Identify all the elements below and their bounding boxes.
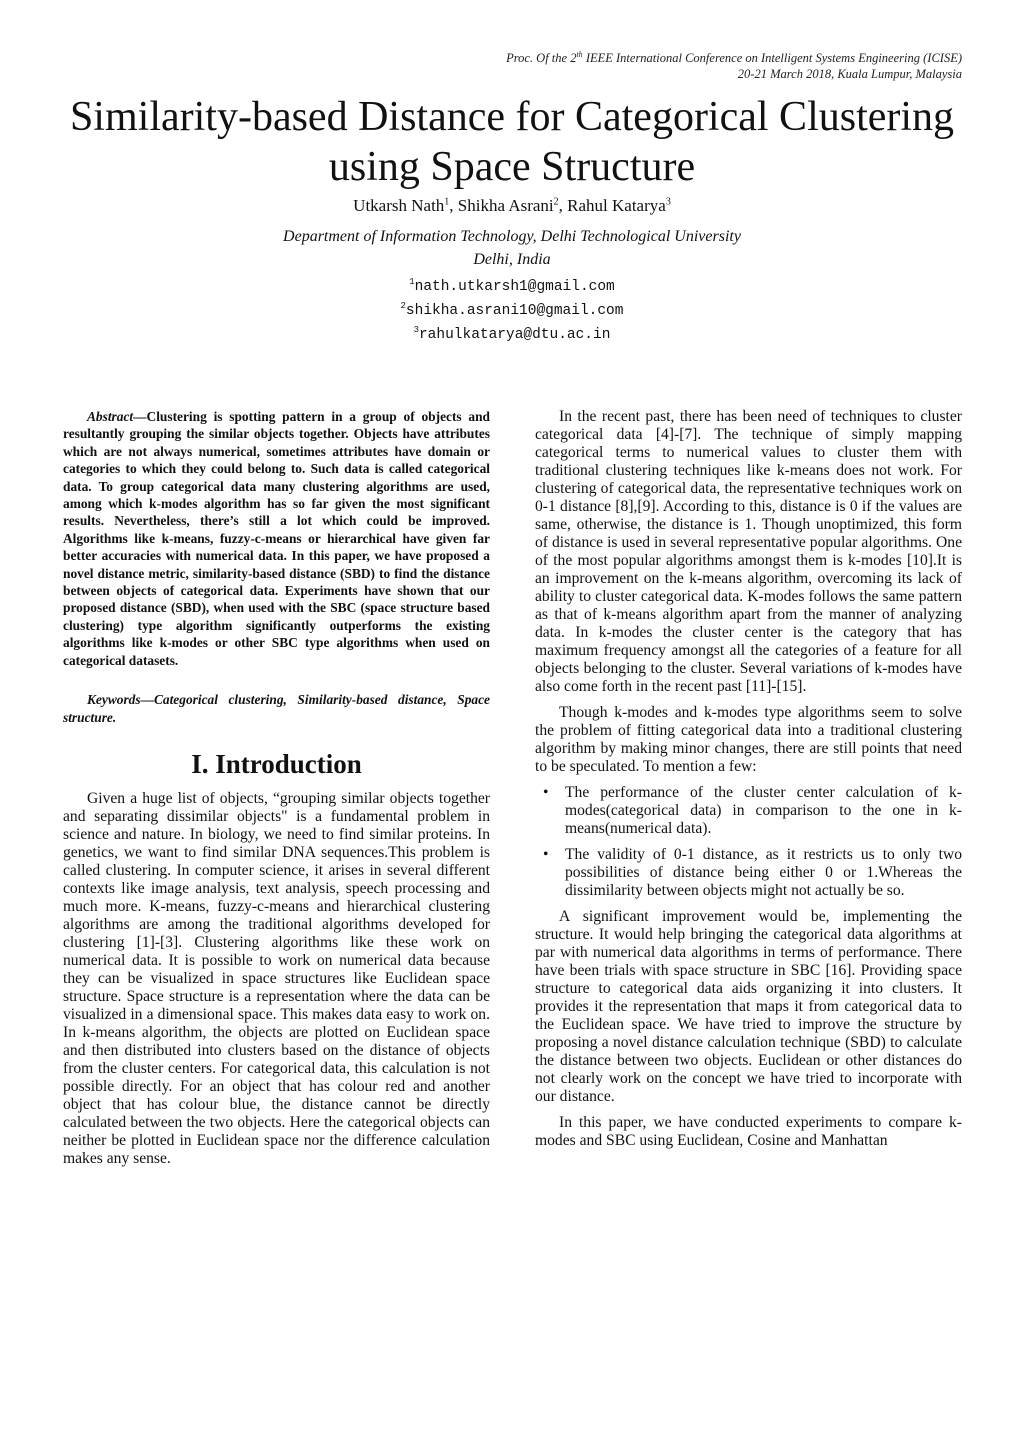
body-paragraph: In the recent past, there has been need of techniques to cluster categorical data [4]-[7]. The technique of simply mapping categorical terms to numerical values to cluster them with traditional clustering techniques like k-means does not work. For clustering of categorical data, the representative techniques work on 0-1 distance [8],[9]. According to this, distance is 0 if the values are same, otherwise, the distance is 1. Though unoptimized, this form of distance is used in several representative popular algorithms. One of the most popular algorithms amongst them is k-modes [10].It is an improvement on the k-means algorithm, overcoming its lack of ability to cluster categorical data. K-modes follows the same pattern as that of k-means algorithm apart from the manner of analyzing data. In k-modes the cluster center is the category that has maximum frequency amongst all the categories of a feature for all objects belonging to the cluster. Several variations of k-modes have also come forth in the recent past [11]-[15]. — [535, 408, 962, 695]
conference-name-part: Proc. Of the 2 — [506, 51, 577, 66]
title-line-1: Similarity-based Distance for Categorical Clustering — [69, 94, 955, 140]
author-affil-mark: 3 — [665, 196, 671, 208]
author-affil-mark: 1 — [444, 196, 450, 208]
left-column — [63, 408, 490, 1176]
author-separator: , — [449, 196, 458, 215]
bullet-text: The validity of 0-1 distance, as it restricts us to only two possibilities of distance being either 0 or 1.Whereas the dissimilarity between objects might not actually be so. — [565, 846, 962, 899]
title-line-2: using Space Structure — [328, 144, 696, 190]
keywords: Keywords—Categorical clustering, Similarity-based distance, Space structure. — [63, 692, 490, 725]
author-name: Rahul Katarya — [567, 196, 666, 215]
right-column — [535, 408, 962, 1158]
author-list — [0, 196, 1024, 216]
email-address: shikha.asrani10@gmail.com — [405, 302, 624, 319]
bullet-icon: • — [543, 846, 549, 863]
email-mark: 1 — [409, 277, 415, 287]
bullet-text: The performance of the cluster center calculation of k-modes(categorical data) in comparison to the one in k-means(numerical data). — [565, 784, 962, 837]
affiliation-department: Department of Information Technology, Delhi Technological University — [283, 228, 741, 245]
email-address: rahulkatarya@dtu.ac.in — [418, 326, 611, 343]
author-affil-mark: 2 — [553, 196, 559, 208]
author-email — [0, 301, 1024, 319]
ordinal-superscript: th — [576, 50, 583, 59]
conference-line-1 — [506, 47, 962, 66]
author-name: Utkarsh Nath — [353, 196, 445, 215]
abstract-label: Abstract — [87, 409, 134, 424]
intro-paragraph: Given a huge list of objects, “grouping similar objects together and separating dissimilar objects" is a fundamental problem in science and nature. In biology, we need to find similar proteins. In genetics, we want to find similar DNA sequences.This problem is called clustering. In computer science, it arises in several different contexts like image analysis, text analysis, speech processing and much more. K-means, fuzzy-c-means and hierarchical clustering algorithms are among the traditional algorithms developed for clustering [1]-[3]. Clustering algorithms like these work on numerical data. It is possible to work on numerical data because they can be visualized in space structures like Euclidean space structure. Space structure is a representation where the data can be visualized in a dimensional space. This makes data easy to work on. In k-means algorithm, the objects are plotted on Euclidean space and then distributed into clusters based on the distance of objects from the cluster centers. For categorical data, this calculation is not possible directly. For an object that has colour red and another object that has colour blue, the distance cannot be directly calculated between the two objects. Here the categorical objects can neither be plotted in Euclidean space nor the difference calculation makes any sense. — [63, 789, 490, 1167]
bullet-icon: • — [543, 784, 549, 801]
bullet-item — [535, 784, 962, 838]
body-paragraph: In this paper, we have conducted experiments to compare k-modes and SBC using Euclidean, Cosine and Manhattan — [535, 1114, 962, 1149]
abstract-text: —Clustering is spotting pattern in a group of objects and resultantly grouping the similar objects together. Objects have attributes which are not always numerical, sometimes attributes have domain or categories to which they could belong to. Such data is called categorical data. To group categorical data many clustering algorithms are used, among which k-modes algorithm has so far given the most significant results. Nevertheless, there’s still a lot which could be improved. Algorithms like k-means, fuzzy-c-means or hierarchical have given far better accuracies with numerical data. In this paper, we have proposed a novel distance metric, similarity-based distance (SBD) to find the distance between objects of categorical data. Experiments have shown that our proposed distance (SBD), when used with the SBC (space structure based clustering) type algorithm significantly outperforms the existing algorithms like k-modes or other SBC type algorithms when used on categorical datasets. — [63, 409, 490, 668]
conference-header — [506, 47, 962, 82]
paper-title — [40, 92, 984, 192]
conference-line-2: 20-21 March 2018, Kuala Lumpur, Malaysia — [737, 67, 962, 82]
body-paragraph: Though k-modes and k-modes type algorithms seem to solve the problem of fitting categorical data into a traditional clustering algorithm by making minor changes, there are still points that need to be speculated. To mention a few: — [535, 704, 962, 775]
bullet-list — [535, 784, 962, 900]
body-paragraph: A significant improvement would be, implementing the structure. It would help bringing the categorical data algorithms at par with numerical data algorithms in terms of performance. There have been trials with space structure in SBC [16]. Providing space structure to categorical data aids organizing it into clusters. It provides it the representation that maps it from categorical data to the Euclidean space. We have tried to improve the structure by proposing a novel distance calculation technique (SBD) to calculate the distance between two objects. Euclidean or other distances do not clearly work on the concept we have tried to incorporate with our distance. — [535, 908, 962, 1105]
author-separator: , — [558, 196, 568, 215]
bullet-item — [535, 846, 962, 900]
conference-name-rest: IEEE International Conference on Intelligent Systems Engineering (ICISE) — [582, 51, 962, 66]
email-mark: 3 — [413, 325, 419, 335]
author-email — [0, 277, 1024, 295]
email-mark: 2 — [400, 301, 406, 311]
email-address: nath.utkarsh1@gmail.com — [414, 278, 615, 295]
section-heading-introduction: I. Introduction — [191, 748, 362, 779]
abstract — [63, 408, 490, 669]
author-email — [0, 325, 1024, 343]
author-name: Shikha Asrani — [457, 196, 554, 215]
affiliation-city: Delhi, India — [473, 251, 551, 268]
